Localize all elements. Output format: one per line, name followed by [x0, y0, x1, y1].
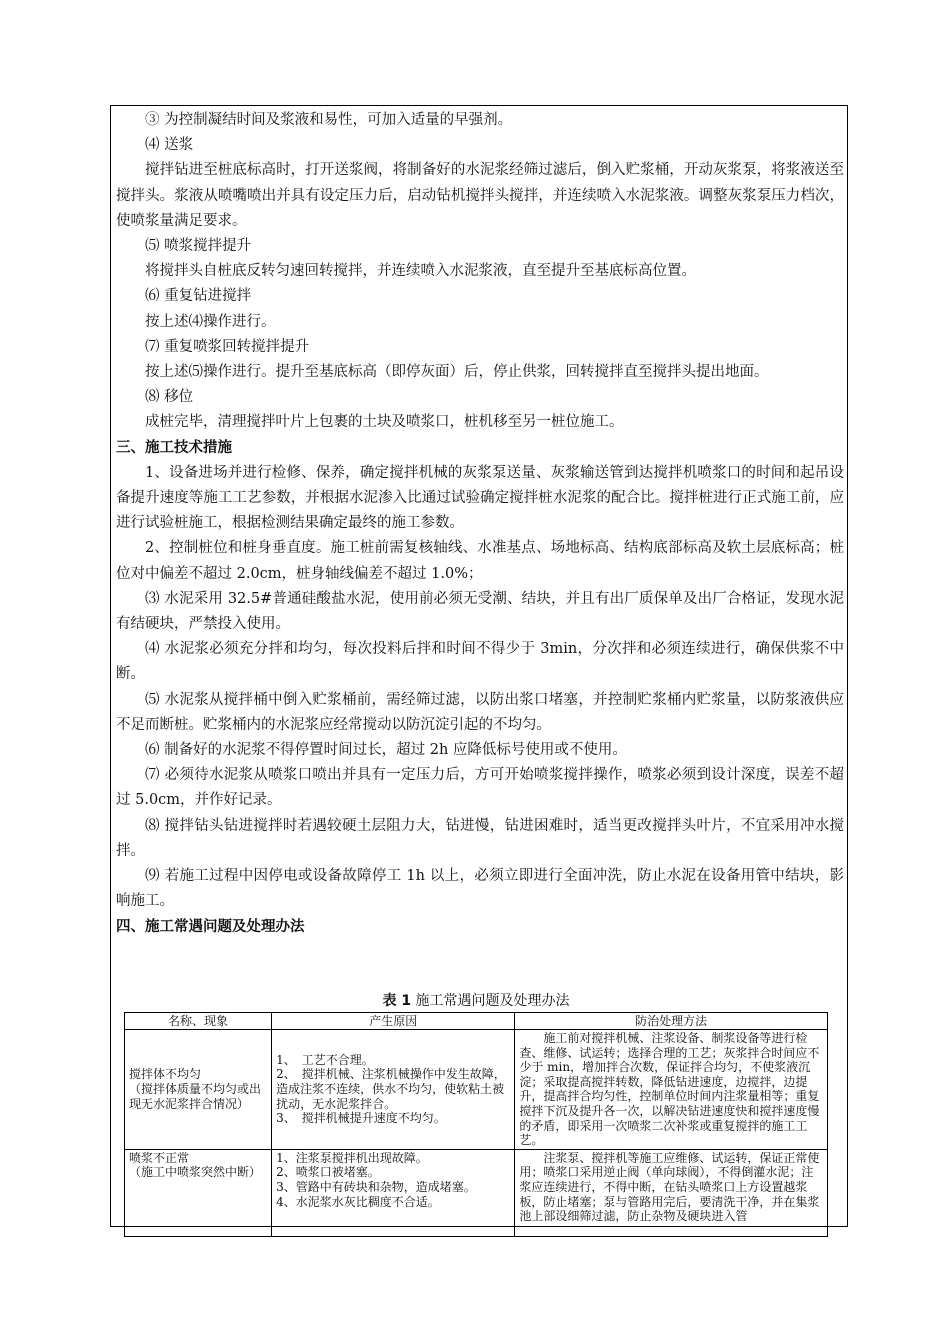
cell-method: 注浆泵、搅拌机等施工应维修、试运转，保证正常使用；喷浆口采用逆止阀（单向球阀），不得倒灌水泥；注浆应连续进行，不得中断，在钻头喷浆口上方设置越浆板，防止堵塞；泵与管路用完后，要清洗干净，并在集浆池上部设细筛过滤，防止杂物及硬块进入管: [515, 1149, 828, 1236]
paragraph: 将搅拌头自桩底反转匀速回转搅拌，并连续喷入水泥浆液，直至提升至基底标高位置。: [145, 263, 696, 280]
paragraph: ⑸ 喷浆搅拌提升: [145, 238, 252, 255]
header-cause: 产生原因: [272, 1013, 515, 1030]
cell-causes: 1、注浆泵搅拌机出现故障。 2、喷浆口被堵塞。 3、管路中有砖块和杂物，造成堵塞。 4、水泥浆水灰比稠度不合适。: [272, 1149, 515, 1236]
paragraph: ⑷ 送浆: [145, 137, 194, 154]
table-header-row: [125, 1013, 828, 1030]
paragraph: 成桩完毕，清理搅拌叶片上包裹的土块及喷浆口，桩机移至另一桩位施工。: [145, 414, 624, 431]
paragraph: ⑺ 重复喷浆回转搅拌提升: [145, 338, 310, 355]
paragraph: ⑸ 水泥浆从搅拌桶中倒入贮浆桶前，需经筛过滤，以防出浆口堵塞，并控制贮浆桶内贮浆量，以防浆液供应不足而断桩。贮浆桶内的水泥浆应经常搅动以防沉淀引起的不均匀。: [116, 691, 844, 733]
paragraph: ③ 为控制凝结时间及浆液和易性，可加入适量的早强剂。: [145, 112, 513, 128]
document-body: [116, 108, 844, 940]
paragraph: ⑼ 若施工过程中因停电或设备故障停工 1h 以上，必须立即进行全面冲洗，防止水泥在设备用管中结块，影响施工。: [116, 868, 844, 910]
cell-name: 喷浆不正常 （施工中喷浆突然中断）: [125, 1149, 272, 1236]
paragraph: 1、设备进场并进行检修、保养，确定搅拌机械的灰浆泵送量、灰浆输送管到达搅拌机喷浆口的时间和起吊设备提升速度等施工工艺参数，并根据水泥渗入比通过试验确定搅拌桩水泥浆的配合比。搅拌桩进行正式施工前，应进行试验桩施工，根据检测结果确定最终的施工参数。: [116, 464, 844, 532]
table-caption: 表 1 施工常遇问题及处理办法: [382, 993, 570, 1009]
cell-name: 搅拌体不均匀 （搅拌体质量不均匀或出现无水泥浆拌合情况）: [125, 1030, 272, 1150]
problems-table: [124, 990, 828, 1237]
section-heading: 三、施工技术措施: [116, 439, 232, 456]
paragraph: ⑹ 重复钻进搅拌: [145, 288, 252, 305]
header-method: 防治处理方法: [515, 1013, 828, 1030]
table-row: [125, 1030, 828, 1150]
cell-method: 施工前对搅拌机械、注浆设备、制浆设备等进行检查、维修、试运转；选择合理的工艺；灰浆拌合时间应不少于 min，增加拌合次数，保证拌合均匀，不使浆液沉淀；采取提高搅拌转数，降低钻进速度，边搅拌，边提升，提高拌合均匀性，控制单位时间内注浆量相等；重复搅拌下沉及提升各一次，以解决钻进速度快和搅拌速度慢的矛盾，即采用一次喷浆二次补浆或重复搅拌的施工工艺。: [515, 1030, 828, 1150]
paragraph: 搅拌钻进至桩底标高时，打开送浆阀，将制备好的水泥浆经筛过滤后，倒入贮浆桶，开动灰浆泵，将浆液送至搅拌头。浆液从喷嘴喷出并具有设定压力后，启动钻机搅拌头搅拌，并连续喷入水泥浆液。调整灰浆泵压力档次，使喷浆量满足要求。: [116, 162, 844, 229]
header-name: 名称、现象: [125, 1013, 272, 1030]
paragraph: ⑺ 必须待水泥浆从喷浆口喷出并具有一定压力后，方可开始喷浆搅拌操作，喷浆必须到设计深度，误差不超过 5.0cm，并作好记录。: [116, 767, 844, 809]
section-heading: 四、施工常遇问题及处理办法: [116, 918, 305, 935]
paragraph: ⑶ 水泥采用 32.5#普通硅酸盐水泥，使用前必须无受潮、结块，并且有出厂质保单及出厂合格证，发现水泥有结硬块，严禁投入使用。: [116, 590, 844, 633]
paragraph: 按上述⑸操作进行。提升至基底标高（即停灰面）后，停止供浆，回转搅拌直至搅拌头提出地面。: [145, 364, 769, 381]
paragraph: 按上述⑷操作进行。: [145, 313, 276, 330]
paragraph: ⑷ 水泥浆必须充分拌和均匀，每次投料后拌和时间不得少于 3min，分次拌和必须连续进行，确保供浆不中断。: [116, 641, 844, 683]
cell-causes: 1、 工艺不合理。 2、 搅拌机械、注浆机械操作中发生故障，造成注浆不连续，供水不均匀，使软粘土被扰动，无水泥浆拌合。 3、 搅拌机械提升速度不均匀。: [272, 1030, 515, 1150]
paragraph: 2、控制桩位和桩身垂直度。施工桩前需复核轴线、水准基点、场地标高、结构底部标高及软土层底标高；桩位对中偏差不超过 2.0cm，桩身轴线偏差不超过 1.0%；: [116, 540, 844, 582]
paragraph: ⑻ 搅拌钻头钻进搅拌时若遇较硬土层阻力大，钻进慢，钻进困难时，适当更改搅拌头叶片，不宜采用冲水搅拌。: [116, 817, 844, 859]
paragraph: ⑻ 移位: [145, 389, 194, 406]
table-row: [125, 1149, 828, 1236]
paragraph: ⑹ 制备好的水泥浆不得停置时间过长，超过 2h 应降低标号使用或不使用。: [145, 742, 627, 759]
